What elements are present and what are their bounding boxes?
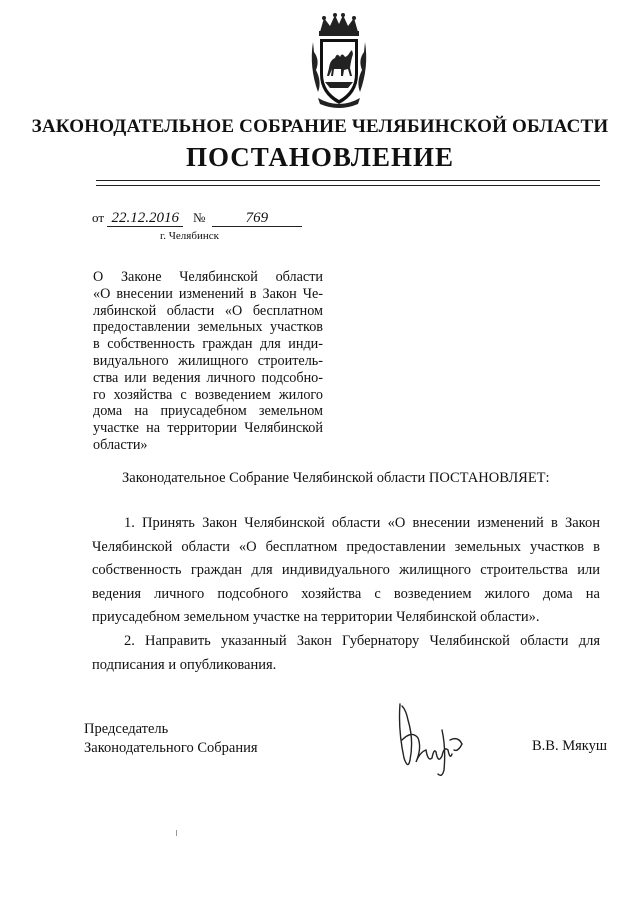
date-number-line [92,210,302,227]
subject-line: ства или ведения личного подсобно- [93,369,323,386]
document-date: 22.12.2016 [107,210,183,227]
paragraph-2 [92,630,600,677]
header-rule-thin [96,185,600,186]
subject-line: дома на приусадебном земельном [93,403,323,420]
number-prefix: № [193,210,206,225]
subject-line: в собственность граждан для инди- [93,336,323,353]
signatory-name: В.В. Мякуш [532,738,608,754]
signatory-title-line-1: Председатель [84,721,169,737]
paragraph-1-text: 1. Принять Закон Челябинской области «О внесении изменений в Закон Челябинской области «О бесплатном предоставлении земельных участков в собственность граждан для индивидуального жилищного строительства или ведения личного подсобного хозяйства с возведением жилого дома на приусадебном земельном участке на территории Челябинской области». [92,515,600,625]
document-type-title: ПОСТАНОВЛЕНИЕ [185,142,455,172]
paragraph-2-text: 2. Направить указанный Закон Губернатору Челябинской области для подписания и опубликования. [92,633,600,673]
subject-line: лябинской области «О бесплатном [93,302,323,319]
preamble-text: Законодательное Собрание Челябинской области ПОСТАНОВЛЯЕТ: [122,470,550,486]
subject-line: О Законе Челябинской области [93,269,323,285]
subject-line: видуального жилищного строитель- [93,352,323,369]
document-subject [93,269,323,454]
date-prefix: от [92,210,105,225]
subject-line: го хозяйства с возведением жилого [93,386,323,403]
signatory-title [84,720,258,758]
subject-line: области» [93,436,148,453]
organization-name: ЗАКОНОДАТЕЛЬНОЕ СОБРАНИЕ ЧЕЛЯБИНСКОЙ ОБЛАСТИ [31,116,609,137]
document-number: 769 [212,210,302,227]
subject-line: предоставлении земельных участков [93,319,323,336]
document-city: г. Челябинск [160,230,219,242]
signatory-title-line-2: Законодательного Собрания [84,740,258,756]
paragraph-1 [92,512,600,630]
coat-of-arms-icon [308,12,370,108]
subject-line: «О внесении изменений в Закон Че- [93,285,323,302]
scan-mark [176,830,177,836]
subject-line: участке на территории Челябинской [93,420,323,437]
handwritten-signature-icon [388,700,474,780]
header-rule-thick [96,180,600,181]
